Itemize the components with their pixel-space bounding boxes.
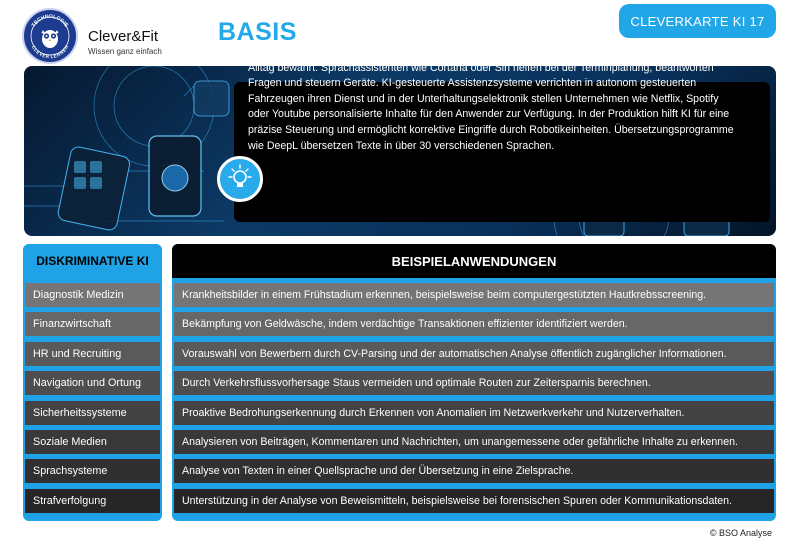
- copyright: © BSO Analyse: [709, 528, 772, 538]
- title-rest: WISSEN: [296, 18, 399, 46]
- left-header-text: DISKRIMINATIVE KI: [36, 254, 149, 268]
- row-text: Analyse von Texten in einer Quellsprache und der Übersetzung in eine Zielsprache.: [174, 459, 774, 483]
- row-label: HR und Recruiting: [25, 342, 160, 366]
- row-text: Analysieren von Beiträgen, Kommentaren und Nachrichten, um unangemessene oder gefährliche Inhalte zu erkennen.: [174, 430, 774, 454]
- logo-text-bottom: CLEVER LERNEN: [30, 44, 70, 60]
- row-text: Proaktive Bedrohungserkennung durch Erkennen von Anomalien im Netzwerkverkehr und Nutzerverhalten.: [174, 401, 774, 425]
- row-label: Soziale Medien: [25, 430, 160, 454]
- svg-text:CLEVER LERNEN: [31, 44, 70, 59]
- right-header-text: BEISPIELANWENDUNGEN: [391, 253, 557, 269]
- logo-text-top: TECHNOLOGIE: [30, 13, 70, 29]
- row-label: Strafverfolgung: [25, 489, 160, 513]
- row-label: Sicherheitssysteme: [25, 401, 160, 425]
- row-label: Diagnostik Medizin: [25, 283, 160, 307]
- brand-name: Clever&Fit: [88, 28, 159, 45]
- row-text: Durch Verkehrsflussvorhersage Staus vermeiden und optimale Routen zur Zeitersparnis berechnen.: [174, 371, 774, 395]
- owl-badge-icon: [22, 8, 78, 64]
- svg-text:TECHNOLOGIE: [31, 14, 70, 29]
- brand-tagline: Wissen ganz einfach: [88, 47, 162, 56]
- row-text: Vorauswahl von Bewerbern durch CV-Parsing und der automatischen Analyse öffentlich zugänglicher Informationen.: [174, 342, 774, 366]
- lightbulb-icon: [217, 156, 263, 202]
- right-column-header: [172, 244, 776, 278]
- row-text: Unterstützung in der Analyse von Beweismitteln, beispielsweise bei forensischen Spuren oder Kommunikationsdaten.: [174, 489, 774, 513]
- title-accent: BASIS: [218, 18, 297, 46]
- left-column-header: [23, 244, 162, 278]
- row-label: Finanzwirtschaft: [25, 312, 160, 336]
- section-title: [218, 18, 399, 47]
- card-number-badge: CLEVERKARTE KI 17: [619, 4, 776, 38]
- hero-description: Anwendungen die diskriminative KI verwenden, sind seit vielen Jahren im Einsatz und haben sich im Alltag bewährt. Sprachassistenten wie Cortana oder Siri helfen bei der Terminplanung, beantworten Fragen und steuern Geräte. KI-gesteuerte Assistenzsysteme verrichten in autonom gesteuerten Fahrzeugen ihren Dienst und in der Unterhaltungselektronik stellen Unternehmen wie Netflix, Spotify oder Youtube personalisierte Inhalte für den Anwender zur Verfügung. In der Produktion hilft KI für eine präzise Steuerung und ermöglicht korrektive Eingriffe durch Robotikeinheiten. Übersetzungsprogramme wie DeepL übersetzen Texte in über 30 verschiedenen Sprachen.: [248, 46, 734, 152]
- row-text: Krankheitsbilder in einem Frühstadium erkennen, beispielsweise beim computergestützten Hautkrebsscreening.: [174, 283, 774, 307]
- row-text: Bekämpfung von Geldwäsche, indem verdächtige Transaktionen effizienter identifiziert werden.: [174, 312, 774, 336]
- row-label: Sprachsysteme: [25, 459, 160, 483]
- row-label: Navigation und Ortung: [25, 371, 160, 395]
